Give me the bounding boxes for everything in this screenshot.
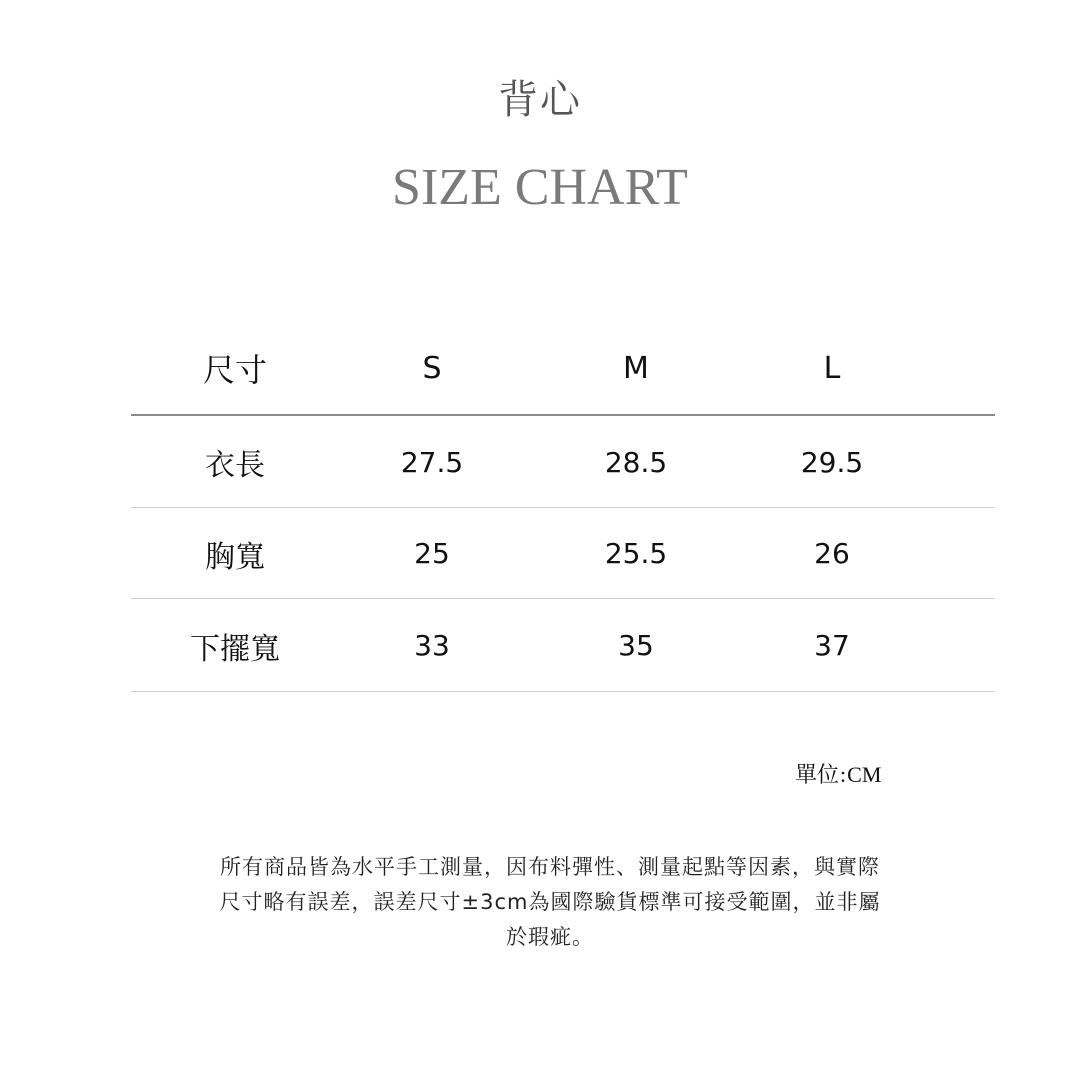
table-row xyxy=(131,416,995,508)
cell-hem-m: 35 xyxy=(618,629,654,662)
cell-length-s: 27.5 xyxy=(400,445,464,479)
cell-hem-l: 37 xyxy=(814,629,850,662)
table-row xyxy=(131,508,995,599)
row-divider xyxy=(131,691,995,692)
row-label-hem: 下擺寬 xyxy=(190,631,280,667)
unit-value: CM xyxy=(847,762,882,787)
cell-length-l: 29.5 xyxy=(800,445,864,479)
table-row xyxy=(131,599,995,692)
disclaimer-line: 尺寸略有誤差，誤差尺寸±3cm為國際驗貨標準可接受範圍，並非屬 xyxy=(219,890,881,914)
cell-length-m: 28.5 xyxy=(604,445,668,479)
size-table xyxy=(131,320,995,692)
header-size-label: 尺寸 xyxy=(202,351,267,389)
cell-hem-s: 33 xyxy=(414,629,450,662)
disclaimer-line: 於瑕疵。 xyxy=(506,925,594,949)
measurement-disclaimer xyxy=(180,850,920,955)
cell-chest-s: 25 xyxy=(414,537,450,570)
cell-chest-m: 25.5 xyxy=(604,537,668,570)
unit-separator: : xyxy=(840,762,847,787)
cell-chest-l: 26 xyxy=(814,537,850,570)
row-label-length: 衣長 xyxy=(205,448,265,483)
disclaimer-line: 所有商品皆為水平手工測量，因布料彈性、測量起點等因素，與實際 xyxy=(220,855,880,879)
size-chart-heading: SIZE CHART xyxy=(392,159,688,216)
unit-note xyxy=(795,758,881,789)
unit-label: 單位 xyxy=(795,763,840,788)
header-size-l: L xyxy=(823,350,841,386)
header-size-m: M xyxy=(623,350,649,386)
row-label-chest: 胸寬 xyxy=(205,539,265,575)
table-header-row xyxy=(131,320,995,416)
product-title: 背心 xyxy=(498,77,582,123)
header-size-s: S xyxy=(422,350,442,386)
